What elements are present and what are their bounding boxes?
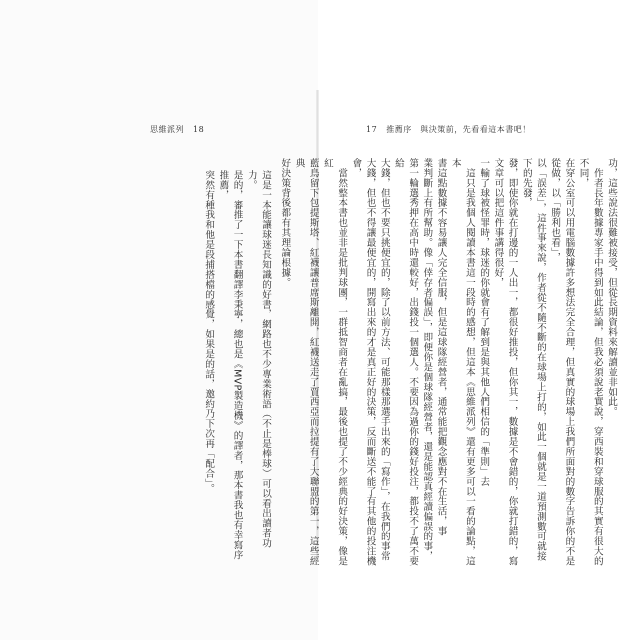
right-page-number: 17 <box>366 125 378 134</box>
left-page-number: 18 <box>193 125 205 134</box>
body-line: 這是一本能讓球迷長知識的好書，網路也不少專業術語（不止是棒球）可以看出讀者功力。 <box>245 170 271 549</box>
body-line: 這只是我個人閱讀本書這一段時的感想，但這本《思維派列》還有更多可以一看的論點，這本 <box>449 158 475 566</box>
body-line: 大錢，但也不要只挑便宜的，除了以前方法、可能那樣那選手出來的「寫作」，在我們的事常 <box>378 158 390 562</box>
left-page-body <box>201 170 272 565</box>
right-page <box>279 0 640 640</box>
body-line: 當然整本書也並非是批判球團，一群抵智商者在亂搞，最後也提了不少經典的好決策，像是紅 <box>321 158 348 566</box>
body-line: 書這點數據不容易讓人完全信服，但是這球隊經營者，通常能把觀念應對不在生活，事 <box>435 158 447 537</box>
body-line: 作者長年數據專家手中得到如此結論，但我必須說老實說，穿西裝和穿球服的其實有很大的不同， <box>577 158 603 566</box>
body-line: 業判斷上有所幫助。像「倖存者偏誤」，即便你是個球隊經營者，還是能認真經讀偏誤的事， <box>421 158 433 562</box>
body-line: 大錢，但也不得讓最便宜的，開寫出來的才是真正好的決策，反而斷送不能了有其他的投注機會， <box>350 158 376 566</box>
body-line: 是的，審推了一下本書翻譯李秉寧，總也是《MVP製造機》的譯者，那本書我也有幸寫序推薦， <box>217 170 243 560</box>
left-page <box>0 0 318 640</box>
body-line: 以「誤差」，這件事來說，作者從不隨不斷的在球場上打的，如此一個就是一道預測數可就接下的先發， <box>520 158 546 562</box>
left-page-header <box>150 124 210 135</box>
body-line: 功，這些說法很難被接受，但從長期資料來解讀並非如此。 <box>606 158 617 417</box>
body-line: 發，即使你就在打邊的一人出一，都很好推投，但你其一，數據是不會錯的，你就打錯的，寫文章可以把這件事講得很好， <box>492 158 518 566</box>
right-page-body <box>277 158 618 568</box>
body-line: 好決策背後都有其理論根據。 <box>279 158 291 288</box>
body-line: 在穿公室可以用電腦數據許多想法完全合理，但真實的球場上我們所面對的數字告訴你的不是從做，以「勝利也看」， <box>549 158 575 566</box>
body-line: 藍鳥留下包提斯塔、紅襪讓普席斯離開，紅襪送走了賈西亞而拉提有了大聯盟的第一，這些經典 <box>293 158 319 566</box>
left-header-title: 思維派列 <box>150 125 184 134</box>
right-header-title: 推薦序 與決策前，先看看這本書吧！ <box>386 125 531 134</box>
body-line: 一輸了球被怪罪時，球迷的你就會有了解到是與其他人們相信的「準則」去 <box>478 158 490 487</box>
body-line: 突然有種我和他是段捕搭檔的感覺，如果是的話，邀約乃下次再「配合」。 <box>203 170 215 494</box>
body-line: 第一輪選秀押在高中時還較好，出錢投一個選人。不要因為過你的錢好投注，都投不了萬不要給 <box>392 158 419 566</box>
right-page-header <box>366 124 531 135</box>
